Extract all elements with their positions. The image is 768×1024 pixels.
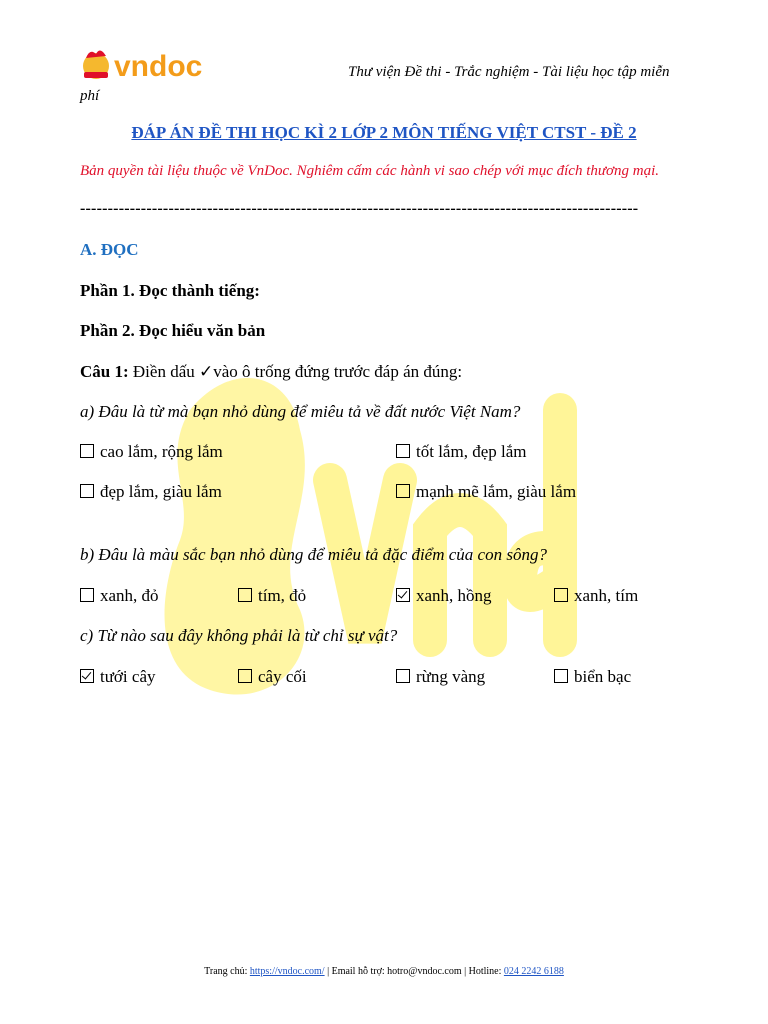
checkbox-icon[interactable] xyxy=(396,484,410,498)
divider-line: ----------------------------------------------------------------------------------------------------- xyxy=(80,200,639,217)
qa-option-2-label: tốt lắm, đẹp lắm xyxy=(416,442,527,461)
footer-hotline-link[interactable]: 024 2242 6188 xyxy=(503,966,564,977)
qb-option-4[interactable] xyxy=(554,586,638,606)
qc-option-1-label: tưới cây xyxy=(100,667,156,686)
footer-home-link[interactable]: https://vndoc.com/ xyxy=(249,966,325,977)
qb-option-2[interactable] xyxy=(238,586,306,606)
copyright-notice: Bản quyền tài liệu thuộc về VnDoc. Nghiêm cấm các hành vi sao chép với mục đích thương mại. xyxy=(80,163,660,179)
qa-option-4[interactable] xyxy=(396,482,576,502)
site-tagline: Thư viện Đề thi - Trắc nghiệm - Tài liệu học tập miễn xyxy=(348,64,670,80)
part1-heading: Phần 1. Đọc thành tiếng: xyxy=(80,281,260,300)
question-b-text: b) Đâu là màu sắc bạn nhỏ dùng để miêu tả đặc điểm của con sông? xyxy=(80,545,547,564)
question1-text-before: Điền dấu xyxy=(128,362,199,381)
qa-option-3-label: đẹp lắm, giàu lắm xyxy=(100,482,222,501)
checkbox-icon[interactable] xyxy=(80,484,94,498)
checked-checkbox-icon[interactable] xyxy=(396,588,410,602)
checkbox-icon[interactable] xyxy=(396,444,410,458)
checkbox-icon[interactable] xyxy=(80,444,94,458)
page-footer xyxy=(0,966,768,977)
qa-option-1-label: cao lắm, rộng lắm xyxy=(100,442,223,461)
footer-contact: | Email hỗ trợ: hotro@vndoc.com | Hotline: xyxy=(324,966,504,977)
question1-label: Câu 1: xyxy=(80,362,129,381)
qc-option-3[interactable] xyxy=(396,667,485,687)
qb-option-1-label: xanh, đỏ xyxy=(100,586,159,605)
logo-text: vndoc xyxy=(114,50,203,83)
qb-option-2-label: tím, đỏ xyxy=(258,586,307,605)
qc-option-3-label: rừng vàng xyxy=(416,667,486,686)
checkbox-icon[interactable] xyxy=(554,588,568,602)
question1 xyxy=(80,362,462,382)
footer-home-label: Trang chủ: xyxy=(204,966,250,977)
checked-checkbox-icon[interactable] xyxy=(80,669,94,683)
qb-option-3[interactable] xyxy=(396,586,492,606)
site-tagline-continued: phí xyxy=(80,88,100,104)
qc-option-2-label: cây cối xyxy=(258,667,307,686)
part2-heading: Phần 2. Đọc hiểu văn bản xyxy=(80,321,266,340)
qa-option-2[interactable] xyxy=(396,442,526,462)
checkbox-icon[interactable] xyxy=(554,669,568,683)
checkbox-icon[interactable] xyxy=(238,669,252,683)
question-c-text: c) Từ nào sau đây không phải là từ chỉ sự vật? xyxy=(80,626,398,645)
checkbox-icon[interactable] xyxy=(238,588,252,602)
qb-option-1[interactable] xyxy=(80,586,159,606)
qa-option-3[interactable] xyxy=(80,482,222,502)
check-mark-icon: ✓ xyxy=(199,362,214,381)
question1-text-after: vào ô trống đứng trước đáp án đúng: xyxy=(213,362,463,381)
qc-option-4[interactable] xyxy=(554,667,631,687)
checkbox-icon[interactable] xyxy=(396,669,410,683)
checkbox-icon[interactable] xyxy=(80,588,94,602)
vndoc-logo[interactable] xyxy=(80,44,230,84)
document-title[interactable]: ĐÁP ÁN ĐỀ THI HỌC KÌ 2 LỚP 2 MÔN TIẾNG VIỆT CTST - ĐỀ 2 xyxy=(131,123,637,142)
qc-option-2[interactable] xyxy=(238,667,307,687)
qa-option-1[interactable] xyxy=(80,442,223,462)
rooster-icon xyxy=(80,44,230,84)
question-a-text: a) Đâu là từ mà bạn nhỏ dùng để miêu tả về đất nước Việt Nam? xyxy=(80,402,521,421)
qc-option-4-label: biển bạc xyxy=(574,667,632,686)
qa-option-4-label: mạnh mẽ lắm, giàu lắm xyxy=(416,482,577,501)
qc-option-1[interactable] xyxy=(80,667,156,687)
qb-option-4-label: xanh, tím xyxy=(574,586,639,605)
section-a-heading: A. ĐỌC xyxy=(80,240,139,259)
qb-option-3-label: xanh, hồng xyxy=(416,586,492,605)
